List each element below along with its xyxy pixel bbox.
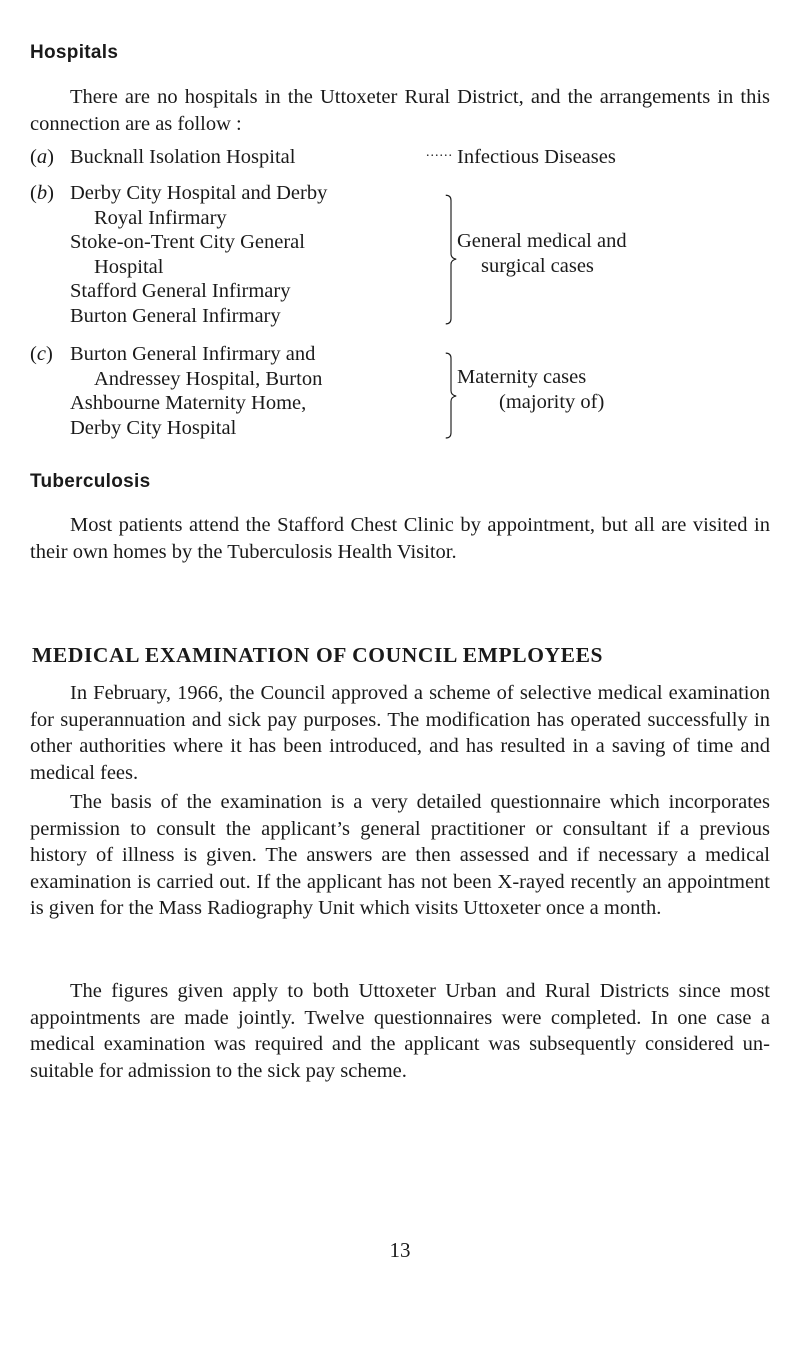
dot-leader: ...... [426, 145, 453, 160]
hospital-line: Burton General Infirmary and [70, 343, 316, 365]
category-line: (majority of) [499, 390, 605, 413]
group-a-category: Infectious Diseases [457, 146, 616, 168]
category-line: General medical and [457, 230, 627, 252]
hospital-line: Stafford General Infirmary [70, 280, 291, 302]
group-a-hospitals [70, 145, 430, 170]
hospitals-heading: Hospitals [30, 42, 119, 63]
hospital-line: Burton General Infirmary [70, 304, 281, 327]
group-c-letter: (c) [30, 343, 53, 365]
group-c-category [457, 365, 604, 414]
hospital-line: Hospital [94, 255, 164, 278]
hospital-line: Royal Infirmary [94, 206, 227, 229]
medical-heading: MEDICAL EXAMINATION OF COUNCIL EMPLOYEES [32, 643, 604, 667]
right-brace-icon [444, 346, 458, 446]
medical-paragraph-2: The basis of the examination is a very detailed questionnaire which incorporates permission to consult the applicant’s general practitioner or consultant if a previous history of illness is given. The answers are then assessed and if necessary a medical examination is carried out. If the applicant has not been X-rayed recently an appointment is given for the Mass Radiography Unit which visits Uttoxeter once a month. [30, 791, 770, 919]
hospitals-intro: There are no hospitals in the Uttoxeter Rural District, and the arrangements in this connection are as follow : [30, 86, 770, 135]
hospital-group-b [30, 181, 770, 331]
hospital-line: Bucknall Isolation Hospital [70, 146, 296, 168]
hospital-group-c [30, 342, 770, 442]
group-b-category [457, 229, 627, 278]
group-c-hospitals [70, 342, 430, 440]
hospital-line: Derby City Hospital and Derby [70, 182, 328, 204]
medical-paragraph-1: In February, 1966, the Council approved a scheme of selective medical examination for superannuation and sick pay purposes. The modification has operated successfully in other authorities where it has been introduced, and has resulted in a saving of time and medical fees. [30, 682, 770, 784]
right-brace-icon [444, 185, 458, 335]
medical-paragraph-3: The figures given apply to both Uttoxeter Urban and Rural Districts since most appointments are made jointly. Twelve questionnaires were completed. In one case a medical examination was required and the applicant was subsequently considered unsuitable for admission to the sick pay scheme. [30, 980, 770, 1082]
page-number: 13 [389, 1238, 411, 1262]
tuberculosis-heading: Tuberculosis [30, 471, 151, 492]
hospital-line: Ashbourne Maternity Home, [70, 392, 307, 414]
hospital-line: Derby City Hospital [70, 416, 237, 439]
group-b-hospitals [70, 181, 430, 328]
category-line: Maternity cases [457, 366, 587, 388]
hospital-line: Stoke-on-Trent City General [70, 231, 305, 253]
category-line: surgical cases [481, 254, 594, 277]
group-b-letter: (b) [30, 182, 54, 204]
hospital-line: Andressey Hospital, Burton [94, 367, 323, 390]
group-a-letter: (a) [30, 146, 54, 168]
tuberculosis-text: Most patients attend the Stafford Chest Clinic by appointment, but all are visited in their own homes by the Tuberculosis Health Visitor. [30, 514, 770, 563]
